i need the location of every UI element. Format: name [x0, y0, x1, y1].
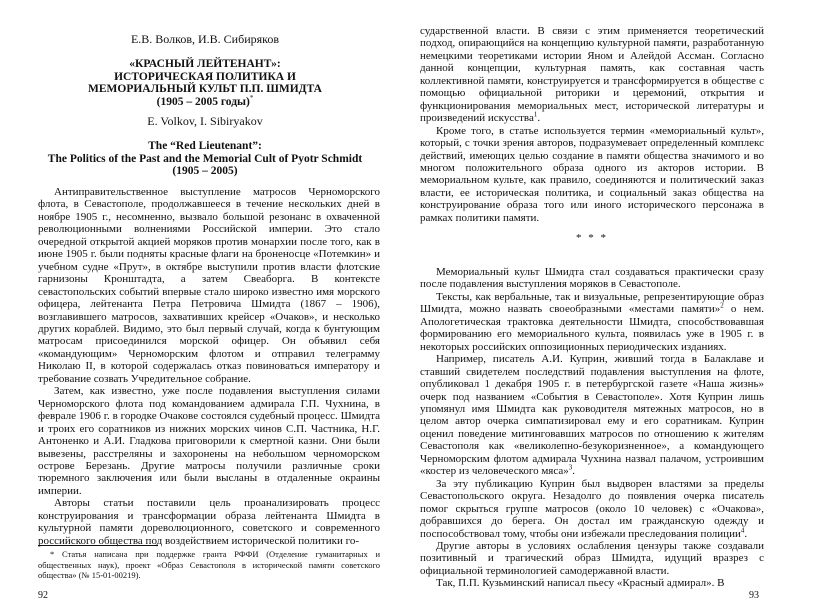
footnote-ref: 1 — [533, 110, 538, 119]
footnote-text: Статья написана при поддержке гранта РФФИ (Отделение гуманитарных и общественных наук), проект «Образ Севастополя в исторической памяти советского общества» (№ 15-01-00219). — [38, 549, 380, 580]
section-separator: * * * — [576, 232, 608, 244]
footnote — [38, 549, 380, 581]
paragraph: Мемориальный культ Шмидта стал создаваться практически сразу после подавления выступления моряков в Севастополе. — [420, 266, 764, 291]
title-ru-line: ИСТОРИЧЕСКАЯ ПОЛИТИКА И — [114, 70, 296, 83]
title-ru-line: «КРАСНЫЙ ЛЕЙТЕНАНТ»: — [129, 58, 281, 70]
paragraph — [420, 353, 764, 478]
paragraph — [420, 478, 764, 540]
paragraph-text: Тексты, как вербальные, так и визуальные, репрезентирующие образ Шмидта, можно назвать своеобразными «местами памяти» — [420, 290, 764, 316]
title-en-line: The Politics of the Past and the Memorial Cult of Pyotr Schmidt — [47, 152, 363, 165]
footnote-ref: 3 — [568, 463, 573, 472]
paragraph: Авторы статьи поставили цель проанализировать процесс конструирования и трансформации образа лейтенанта Шмидта в культурной памяти дореволюционного, советского и современного российского общества под воздействием исторической политики го- — [38, 497, 380, 547]
paragraph — [420, 25, 764, 125]
footnote-ref: 2 — [720, 301, 724, 310]
title-ru-dates: (1905 – 2005 годы) — [156, 95, 250, 108]
title-ru-line: МЕМОРИАЛЬНЫЙ КУЛЬТ П.П. ШМИДТА — [88, 83, 322, 95]
paragraph: Антиправительственное выступление матросов Черноморского флота, в Севастополе, продолжавшееся в течение нескольких дней в ноябре 1905 г., несомненно, вызвало большой резонанс в охваченной революционными волнениями Российской империи. Это стало очередной открытой акцией моряков против монархии после того, как в июне 1905 г. были подняты красные флаги на броненосце «Потемкин» и учебном судне «Прут», в октябре выступили против власти флотские гарнизоны Кронштадта, а затем Свеаборга. В контексте севастопольских событий впервые стало широко известно имя морского офицера, лейтенанта Петра Петровича Шмидта (1867 – 1906), возглавившего матросов, захвативших крейсер «Очаков», и несколько других кораблей. Видимо, это был первый случай, когда к бунтующим матросам присоединился морской офицер. Он объявил себя «командующим» Черноморским флотом и отправил телеграмму Николаю II, в которой содержалась отказ повиноваться императору и требование созвать Учредительное собрание. — [38, 186, 380, 385]
right-body-text-top — [420, 25, 764, 224]
footnote-ref: 4 — [740, 525, 745, 534]
page-number: 92 — [38, 590, 48, 601]
paragraph-text: о нем. Апологетическая трактовка деятельности Шмидта, способствовавшая формированию его мемориального культа, появилась уже в 1905 г. в некоторых российских оппозиционных периодических изданиях. — [420, 303, 765, 353]
paragraph-end: . — [744, 527, 748, 540]
paragraph: Кроме того, в статье используется термин «мемориальный культ», который, с точки зрения авторов, подразумевает определенный комплекс действий, имеющих целью создание в памяти общества значимого и во многом положительного образа одного из акторов истории. В мемориальном культе, как правило, соединяются и политический заказ власти, ее историческая политика, и социальный заказ общества на конструирование образа того или иного исторического персонажа в рамках политики памяти. — [420, 124, 764, 224]
footnote-marker: * — [50, 549, 55, 559]
paragraph: Другие авторы в условиях ослабления цензуры также создавали позитивный и трагический образ Шмидта, идущий вразрез с официальной терминологией самодержавной власти. — [420, 539, 764, 577]
paragraph-end: . — [537, 112, 541, 125]
title-footnote-marker: * — [249, 93, 254, 102]
paragraph-text: Например, писатель А.И. Куприн, живший тогда в Балаклаве и ставший свидетелем последствий подавления выступления на флоте, опубликовал 1 декабря 1905 г. в петербургской газете «Наша жизнь» очерк под названием «События в Севастополе». Хотя Куприн лишь упомянул имя Шмидта как руководителя мятежных матросов, но в целом автор очерка симпатизировал ему и его соратникам. Куприн оценил поведение митинговавших матросов по отношению к жителям Севастополя как «великолепно-безукоризненное», а командующего Черноморским флотом адмирала Чухнина назвал палачом, устроившим «костер из человеческого мяса» — [420, 353, 764, 478]
paragraph-text: За эту публикацию Куприн был выдворен властями за пределы Севастопольского округа. Незадолго до появления очерка писатель помог скрыться группе матросов (около 10 человек) с «Очакова», добравшихся до берега. Он достал им гражданскую одежду и поспособствовал тому, чтобы они избежали преследования полиции — [420, 477, 764, 540]
article-title-russian — [0, 58, 410, 108]
page-number: 93 — [749, 590, 759, 601]
paragraph-end: . — [572, 465, 576, 478]
article-authors-english: E. Volkov, I. Sibiryakov — [147, 114, 263, 128]
paragraph: Затем, как известно, уже после подавления выступления силами Черноморского флота под командованием адмирала Г.П. Чухнина, в феврале 1906 г. в городке Очакове состоялся судебный процесс. Шмидта и троих его соратников из нижних морских чинов С.П. Частника, Н.Г. Антоненко и А.И. Гладкова приговорили к смертной казни. Они были вывезены, расстреляны и захоронены на небольшом черноморском острове Березань. Другие матросы получили различные сроки тюремного заключения или были высланы в отдаленные окраины империи. — [38, 385, 380, 497]
title-en-line: The “Red Lieutenant”: — [148, 140, 262, 152]
right-body-text-bottom — [420, 266, 764, 590]
paragraph-text: сударственной власти. В связи с этим применяется теоретический подход, опирающийся на концепцию культурной памяти, разработанную немецкими теоретиками истории Яном и Алейдой Ассман. Согласно данной концепции, культурная память, как составная часть коллективной памяти, конструируется и трансформируется в обществе с помощью официальной риторики и церемоний, открытия и функционирования мемориальных мест, исторической литературы и произведений искусства — [420, 25, 764, 125]
paragraph — [420, 291, 764, 353]
title-en-line: (1905 – 2005) — [172, 165, 238, 177]
title-ru-line — [0, 93, 410, 109]
article-title-english — [0, 140, 410, 178]
left-body-text — [38, 186, 380, 547]
paragraph: Так, П.П. Кузьминский написал пьесу «Красный адмирал». В — [436, 577, 725, 590]
footnote-rule — [38, 545, 158, 546]
article-authors: Е.В. Волков, И.В. Сибиряков — [130, 32, 280, 46]
